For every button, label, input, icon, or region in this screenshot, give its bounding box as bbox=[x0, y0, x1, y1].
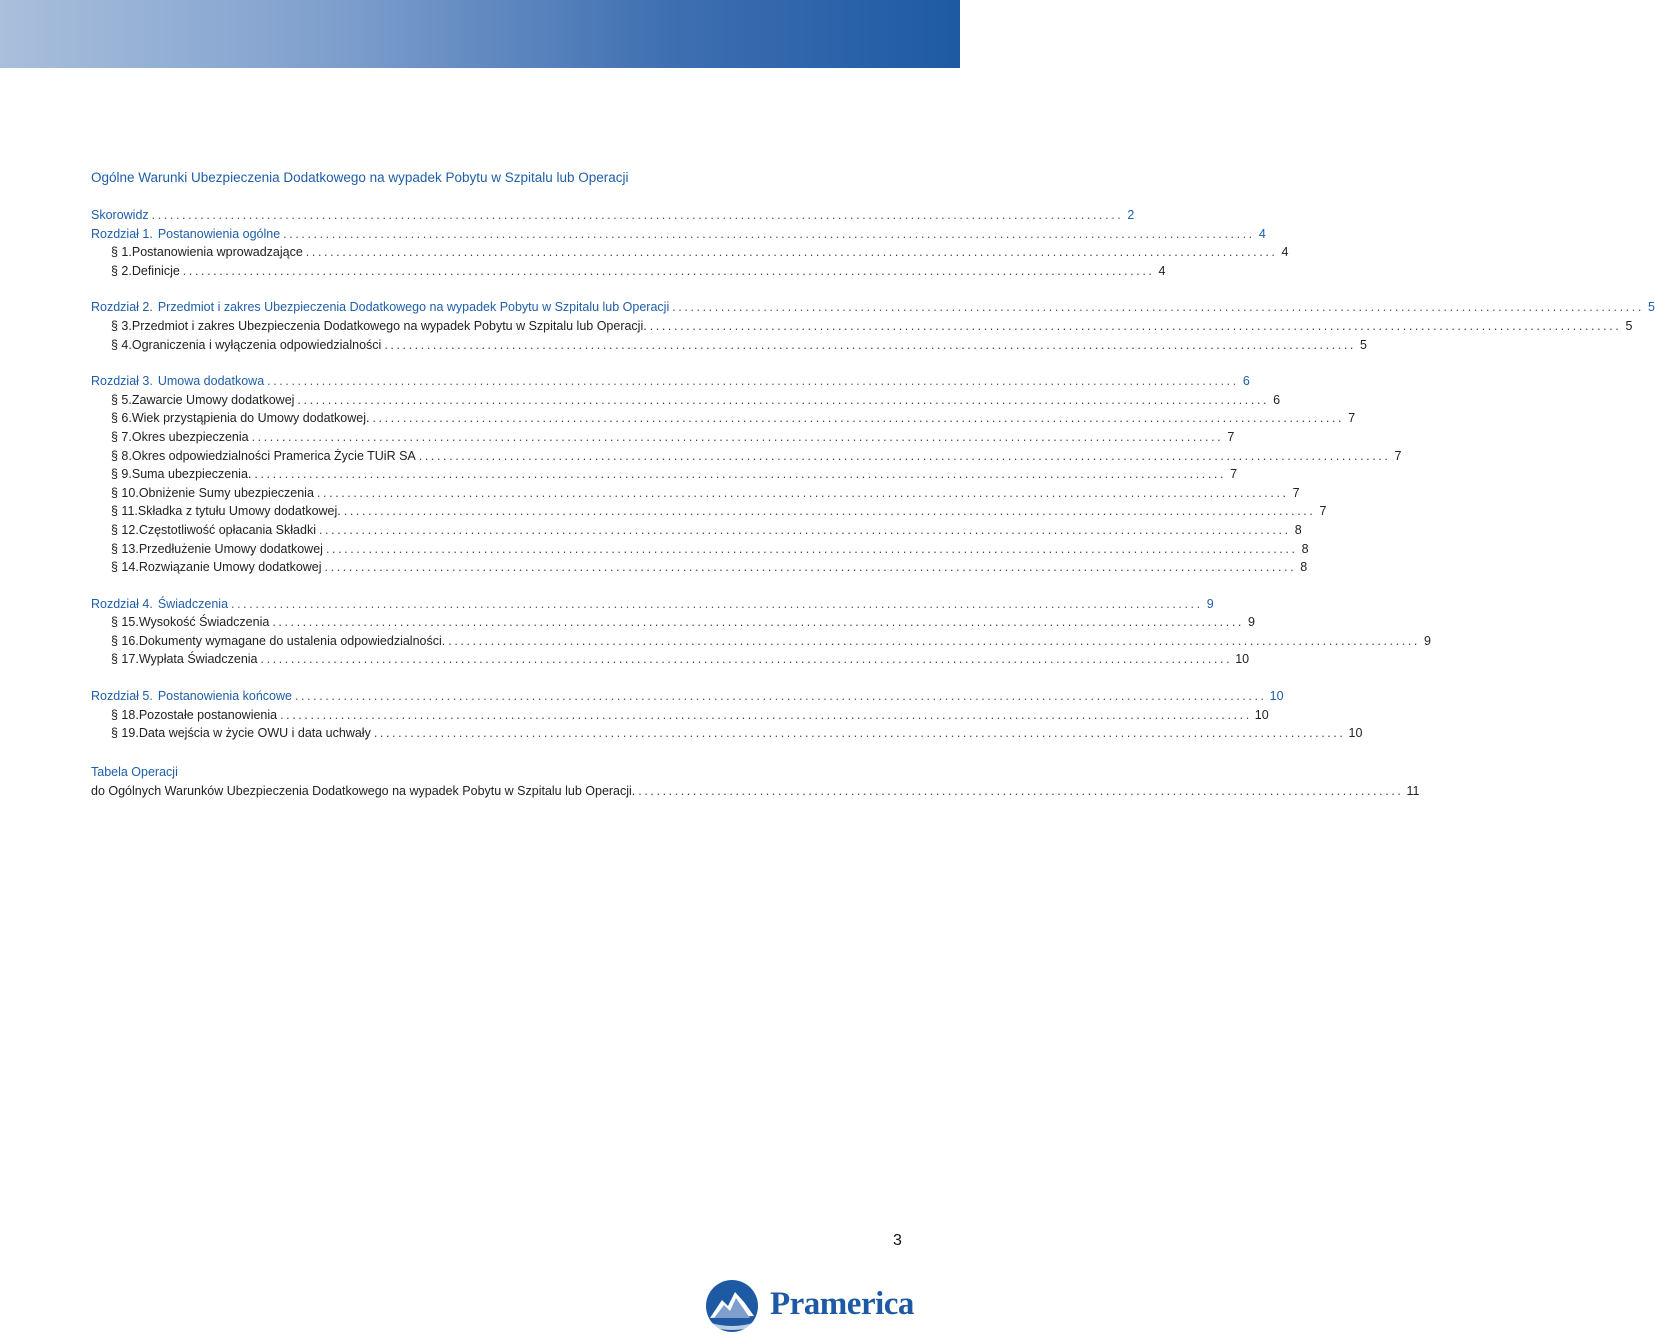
toc-entry-page: 9 bbox=[1248, 615, 1255, 630]
toc-entry-number: Rozdział 1. bbox=[91, 226, 153, 241]
toc-entry-page: 9 bbox=[1423, 633, 1431, 648]
toc-section-row[interactable] bbox=[91, 724, 1363, 743]
toc-entry-number: § 2. bbox=[111, 263, 132, 278]
toc-entry-page: 4 bbox=[1281, 245, 1289, 260]
toc-entry-page: 5 bbox=[1647, 300, 1655, 315]
toc-entry-page: 7 bbox=[1394, 448, 1402, 463]
toc-entry-page: 7 bbox=[1230, 467, 1238, 482]
dot-leader: ................................................................................................................................................................ bbox=[280, 707, 1252, 722]
dot-leader: ................................................................................................................................................................ bbox=[260, 652, 1233, 667]
header-banner bbox=[0, 0, 960, 68]
dot-leader: ................................................................................................................................................................ bbox=[672, 300, 1644, 315]
toc-entry-title: Wiek przystąpienia do Umowy dodatkowej. bbox=[131, 411, 370, 426]
toc-entry-title: Zawarcie Umowy dodatkowej bbox=[131, 392, 295, 407]
toc-entry-title: Dokumenty wymagane do ustalenia odpowiedzialności. bbox=[138, 633, 446, 648]
toc-entry-number: § 1. bbox=[111, 245, 132, 260]
toc-entry-title: Data wejścia w życie OWU i data uchwały bbox=[138, 726, 371, 741]
tabela-operacji-section bbox=[91, 763, 1420, 800]
dot-leader: ................................................................................................................................................................ bbox=[384, 337, 1356, 352]
toc-entry-title: Skorowidz bbox=[91, 208, 149, 222]
toc-entry-number: § 3. bbox=[111, 318, 132, 333]
dot-leader: ................................................................................................................................................................ bbox=[649, 318, 1622, 333]
toc-section-row[interactable] bbox=[91, 632, 1431, 651]
dot-leader: .............................................................................................................................. bbox=[638, 783, 1404, 798]
table-of-contents bbox=[91, 206, 1655, 743]
toc-entry-title: Umowa dodatkowa bbox=[157, 374, 265, 389]
toc-entry-page: 10 bbox=[1235, 652, 1250, 667]
dot-leader: ................................................................................................................................................................ bbox=[294, 689, 1267, 704]
toc-entry-page: 7 bbox=[1292, 485, 1300, 500]
toc-entry-number: § 17. bbox=[111, 652, 139, 667]
toc-entry-page: 4 bbox=[1258, 226, 1266, 241]
dot-leader: ................................................................................................................................................................ bbox=[267, 374, 1239, 389]
toc-entry-title: Przedmiot i zakres Ubezpieczenia Dodatkowego na wypadek Pobytu w Szpitalu lub Operacji bbox=[157, 300, 670, 315]
toc-entry-page: 5 bbox=[1360, 337, 1367, 352]
toc-entry-page: 6 bbox=[1242, 374, 1250, 389]
dot-leader: ................................................................................................................................................................ bbox=[182, 263, 1155, 278]
toc-entry-title: Wysokość Świadczenia bbox=[138, 615, 270, 630]
toc-entry-title: Suma ubezpieczenia. bbox=[131, 467, 252, 482]
dot-leader: ................................................................................................................................................................ bbox=[325, 541, 1298, 556]
toc-entry-page: 7 bbox=[1319, 504, 1327, 519]
toc-entry-title: Postanowienia wprowadzające bbox=[131, 245, 303, 260]
toc-entry-number: § 13. bbox=[111, 541, 139, 556]
toc-entry-page: 7 bbox=[1348, 411, 1356, 426]
rock-emblem-icon bbox=[704, 1278, 760, 1334]
toc-entry-number: Rozdział 3. bbox=[91, 374, 153, 389]
toc-section-row[interactable] bbox=[91, 409, 1356, 428]
tabela-title: do Ogólnych Warunków Ubezpieczenia Dodatkowego na wypadek Pobytu w Szpitalu lub Operacji. bbox=[91, 783, 636, 798]
toc-entry-page: 5 bbox=[1625, 318, 1633, 333]
toc-section-row[interactable] bbox=[91, 540, 1309, 559]
dot-leader: ................................................................................................................................................................ bbox=[318, 522, 1291, 537]
toc-entry-title: Pozostałe postanowienia bbox=[138, 707, 278, 722]
dot-leader: ................................................................................................................................................................ bbox=[448, 633, 1420, 648]
toc-entry-number: § 12. bbox=[111, 522, 139, 537]
toc-entry-number: § 5. bbox=[111, 392, 132, 407]
dot-leader: ................................................................................................................................................................ bbox=[324, 560, 1297, 575]
toc-section-row[interactable] bbox=[91, 428, 1235, 447]
toc-entry-page: 8 bbox=[1294, 522, 1302, 537]
dot-leader: ................................................................................................................................................................ bbox=[272, 615, 1244, 630]
toc-entry-number: § 14. bbox=[111, 560, 139, 575]
toc-section-row[interactable] bbox=[91, 521, 1302, 540]
toc-chapter-row[interactable] bbox=[91, 687, 1284, 706]
toc-entry-title: Obniżenie Sumy ubezpieczenia bbox=[138, 485, 314, 500]
toc-entry-page: 7 bbox=[1227, 429, 1235, 444]
page-number: 3 bbox=[893, 1232, 902, 1249]
toc-entry-number: § 9. bbox=[111, 467, 132, 482]
toc-entry-title: Wypłata Świadczenia bbox=[138, 652, 258, 667]
toc-entry-title: Definicje bbox=[131, 263, 180, 278]
toc-chapter-row[interactable] bbox=[91, 595, 1214, 614]
toc-entry-page: 9 bbox=[1206, 596, 1214, 611]
toc-entry-title: Postanowienia ogólne bbox=[157, 226, 281, 241]
toc-section-row[interactable] bbox=[91, 502, 1327, 521]
toc-section-row[interactable] bbox=[91, 243, 1289, 262]
toc-section-row[interactable] bbox=[91, 447, 1402, 466]
toc-entry-number: Rozdział 5. bbox=[91, 689, 153, 704]
toc-entry-page: 8 bbox=[1300, 560, 1308, 575]
toc-entry-number: Rozdział 2. bbox=[91, 300, 153, 315]
toc-entry-title: Częstotliwość opłacania Składki bbox=[138, 522, 316, 537]
tabela-heading[interactable]: Tabela Operacji bbox=[91, 765, 178, 779]
toc-entry-title: Składka z tytułu Umowy dodatkowej. bbox=[137, 504, 341, 519]
toc-section-row[interactable] bbox=[91, 706, 1269, 725]
toc-chapter-row[interactable] bbox=[91, 372, 1250, 391]
toc-entry-number: § 11. bbox=[111, 504, 138, 519]
toc-entry-number: § 16. bbox=[111, 633, 139, 648]
toc-chapter-row[interactable] bbox=[91, 225, 1266, 244]
toc-entry-number: § 4. bbox=[111, 337, 132, 352]
dot-leader: ................................................................................................................................................................ bbox=[372, 411, 1345, 426]
toc-entry-number: § 18. bbox=[111, 707, 139, 722]
toc-section-row[interactable] bbox=[91, 484, 1300, 503]
toc-entry-number: § 8. bbox=[111, 448, 132, 463]
toc-entry-page: 8 bbox=[1301, 541, 1309, 556]
toc-entry-page: 10 bbox=[1348, 726, 1363, 741]
toc-entry-number: § 6. bbox=[111, 411, 132, 426]
toc-entry-title: Przedłużenie Umowy dodatkowej bbox=[138, 541, 323, 556]
toc-entry-number: § 15. bbox=[111, 615, 139, 630]
toc-chapter-row[interactable] bbox=[91, 298, 1655, 317]
dot-leader: ................................................................................................................................................................ bbox=[251, 429, 1224, 444]
dot-leader: ................................................................................................................................................................ bbox=[231, 596, 1203, 611]
toc-entry-page: 10 bbox=[1269, 689, 1284, 704]
dot-leader: ................................................................................................................................................................ bbox=[373, 726, 1346, 741]
toc-entry-number: § 7. bbox=[111, 429, 132, 444]
dot-leader: ................................................................................................................................................................ bbox=[305, 245, 1278, 260]
tabela-entry[interactable] bbox=[91, 782, 1420, 801]
tabela-page: 11 bbox=[1406, 783, 1420, 798]
toc-entry-title: Świadczenia bbox=[157, 596, 229, 611]
toc-section-row[interactable] bbox=[91, 262, 1166, 281]
dot-leader: ................................................................................................................................................................ bbox=[343, 504, 1316, 519]
toc-entry-page: 4 bbox=[1158, 263, 1166, 278]
toc-entry-title: Okres ubezpieczenia bbox=[131, 429, 249, 444]
logo-wordmark: Pramerica bbox=[770, 1286, 914, 1322]
toc-entry-page: 2 bbox=[1127, 208, 1135, 222]
toc-entry-title: Okres odpowiedzialności Pramerica Życie TUiR SA bbox=[131, 448, 416, 463]
toc-entry-page: 6 bbox=[1273, 392, 1281, 407]
toc-section-row[interactable] bbox=[91, 317, 1633, 336]
dot-leader: ................................................................................................................................................................ bbox=[418, 448, 1391, 463]
toc-section-row[interactable] bbox=[91, 650, 1250, 669]
dot-leader: ................................................................................................................................................................ bbox=[283, 226, 1255, 241]
dot-leader: ................................................................................................................................................................ bbox=[254, 467, 1227, 482]
document-title: Ogólne Warunki Ubezpieczenia Dodatkowego na wypadek Pobytu w Szpitalu lub Operacji bbox=[91, 170, 629, 185]
toc-entry-number: Rozdział 4. bbox=[91, 596, 153, 611]
toc-section-row[interactable] bbox=[91, 336, 1367, 355]
toc-section-row[interactable] bbox=[91, 558, 1308, 577]
toc-section-row[interactable] bbox=[91, 613, 1255, 632]
pramerica-logo bbox=[704, 1278, 944, 1334]
toc-section-row[interactable] bbox=[91, 391, 1281, 410]
toc-chapter-row[interactable] bbox=[91, 206, 1135, 225]
toc-entry-page: 10 bbox=[1254, 707, 1269, 722]
toc-entry-number: § 19. bbox=[111, 726, 139, 741]
toc-entry-title: Rozwiązanie Umowy dodatkowej bbox=[138, 560, 322, 575]
toc-entry-number: § 10. bbox=[111, 485, 139, 500]
toc-entry-title: Przedmiot i zakres Ubezpieczenia Dodatkowego na wypadek Pobytu w Szpitalu lub Operacji. bbox=[131, 318, 647, 333]
dot-leader: ................................................................................................................................................................ bbox=[316, 485, 1289, 500]
dot-leader: ................................................................................................................................................................ bbox=[151, 208, 1124, 222]
toc-entry-title: Ograniczenia i wyłączenia odpowiedzialności bbox=[131, 337, 382, 352]
dot-leader: ................................................................................................................................................................ bbox=[297, 392, 1270, 407]
toc-section-row[interactable] bbox=[91, 465, 1238, 484]
toc-entry-title: Postanowienia końcowe bbox=[157, 689, 292, 704]
